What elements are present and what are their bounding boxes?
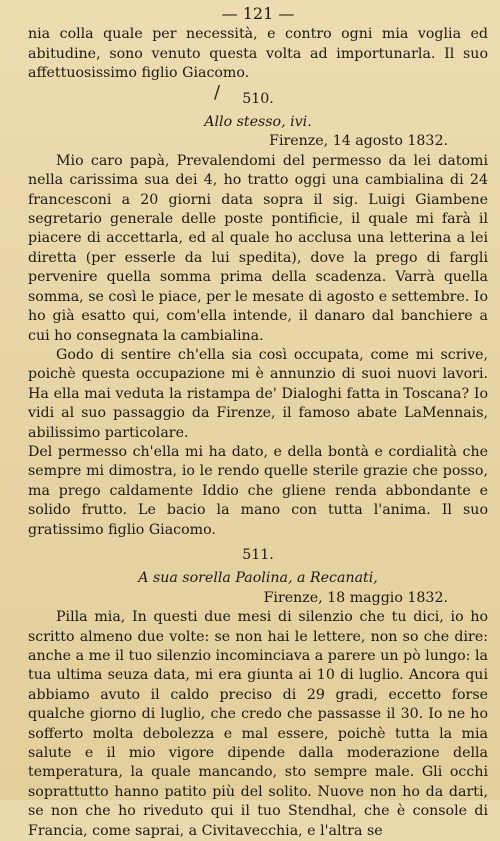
letter-paragraph: Pilla mia, In questi due mesi di silenzio che tu dici, io ho scritto almeno due volte: se non hai le lettere, non so che dire: anche a me il tuo silenzio incominciava a parere un pò lungo: la tua ultima seuza data, mi era giunta ai 10 di luglio. Ancora qui abbiamo avuto il caldo preciso di 29 gradi, eccetto forse qualche giorno di luglio, che credo che passasse il 30. Io ne ho sofferto molta debolezza e mal essere, poichè tutta la mia salute e il mio vigore dipende dalla moderazione della temperatura, la quale mancando, sto sempre male. Gli occhi soprattutto hanno patito più del solito. Nuove non ho da darti, se non che ho riveduto qui il tuo Stendhal, che è console di Francia, come saprai, a Civitavecchia, e l'altra se bbox=[28, 609, 488, 839]
letter-addressee: A sua sorella Paolina, a Recanati, bbox=[138, 570, 378, 587]
letter-number-511: 511. bbox=[242, 546, 274, 563]
letter-number-510: 510. bbox=[242, 90, 274, 107]
margin-pencil-mark: / bbox=[214, 82, 221, 103]
letter-place-date: Firenze, 14 agosto 1832. bbox=[269, 133, 448, 150]
letter-addressee: Allo stesso, ivi. bbox=[204, 114, 312, 131]
intro-paragraph: nia colla quale per necessità, e contro ogni mia voglia ed abitudine, sono venuto questa volta ad importunarla. Il suo affettuosissimo figlio Giacomo. bbox=[28, 26, 488, 82]
letter-paragraph: Del permesso ch'ella mi ha dato, e della bontà e cordialità che sempre mi dimostra, io le rendo quelle sterile grazie che posso, ma prego caldamente Iddio che gliene renda abbondante e solido frutto. Le bacio la mano con tutta l'anima. Il suo gratissimo figlio Giacomo. bbox=[28, 443, 488, 538]
letter-place-date: Firenze, 18 maggio 1832. bbox=[263, 589, 448, 606]
letter-paragraph: Mio caro papà, Prevalendomi del permesso da lei datomi nella carissima sua dei 4, ho tratto oggi una cambialina di 24 francesconi a 20 giorni data sopra il sig. Luigi Giambene segretario generale delle poste pontificie, il quale mi farà il piacere di accettarla, ed al quale ho acclusa una letterina a lei diretta (per esserle da lui spedita), dove la prego di fargli pervenire quella somma prima della scadenza. Varrà quella somma, se così le piace, per le mesate di agosto e settembre. Io ho già esatto qui, com'ella intende, il danaro dal banchiere a cui ho consegnata la cambialina. bbox=[28, 152, 489, 344]
letter-paragraph: Godo di sentire ch'ella sia così occupata, come mi scrive, poichè questa occupazione mi è annunzio di suoi nuovi lavori. Ha ella mai veduta la ristampa de' Dialoghi fatta in Toscana? Io vidi al suo passaggio da Firenze, il famoso abate LaMennais, abilissimo particolare. bbox=[28, 346, 488, 441]
page-number: — 121 — bbox=[221, 4, 295, 23]
